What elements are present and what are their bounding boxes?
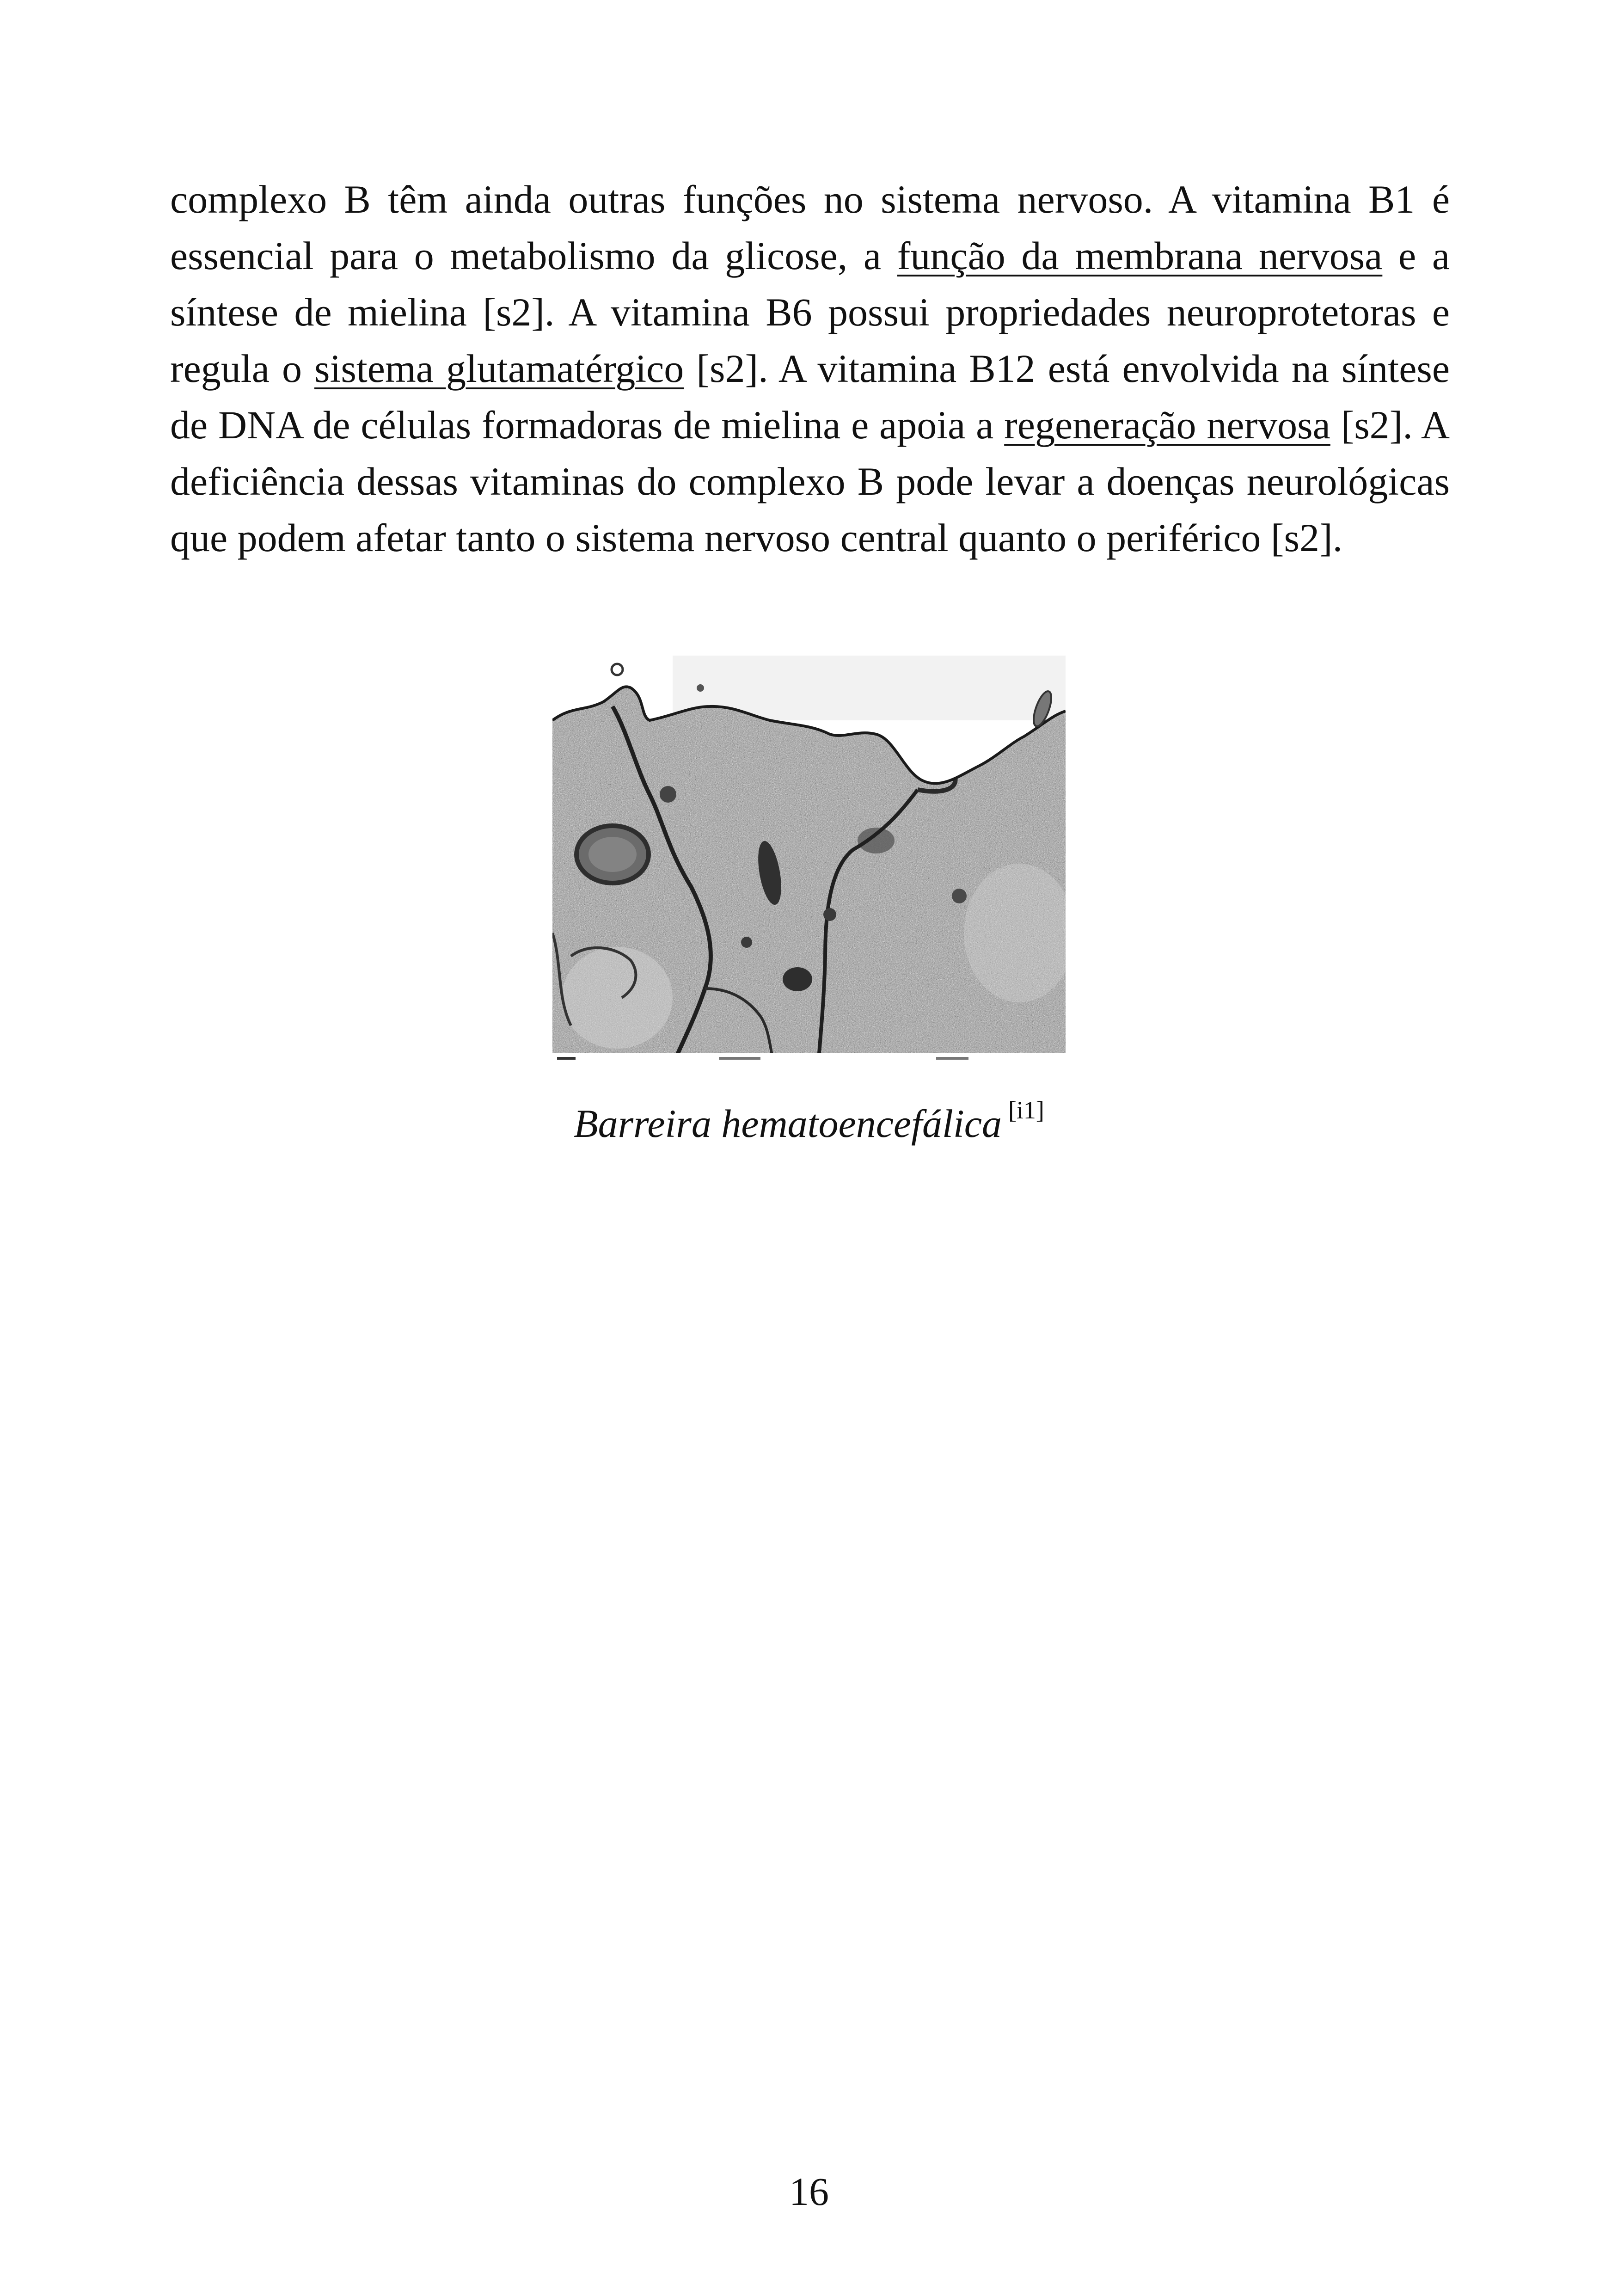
- paragraph-text-2: e a síntese de mielina [s2]. A vitamina B6 possui propriedades neuroprotetoras e regula o: [170, 233, 1450, 391]
- micrograph-figure: [552, 656, 1066, 1065]
- paragraph-text-4: [s2]. A deficiência dessas vitaminas do complexo B pode levar a doenças neurológicas que podem afetar tanto o sistema nervoso central quanto o periférico [s2].: [170, 403, 1450, 560]
- paragraph-text-1: complexo B têm ainda outras funções no sistema nervoso. A vitamina B1 é essencial para o metabolismo da glicose, a: [170, 177, 1450, 278]
- link-membrane-function[interactable]: função da membrana nervosa: [897, 233, 1383, 278]
- link-glutamatergic-system[interactable]: sistema glutamatérgico: [314, 346, 684, 391]
- electron-micrograph-image: [552, 656, 1066, 1065]
- page-number: 16: [789, 2169, 829, 2214]
- body-paragraph: [170, 171, 1450, 566]
- figure-caption-text: Barreira hematoencefálica: [574, 1101, 1002, 1146]
- paragraph-text-3: [s2]. A vitamina B12 está envolvida na síntese de DNA de células formadoras de mielina e apoia a: [170, 346, 1450, 447]
- link-nerve-regeneration[interactable]: regeneração nervosa: [1004, 403, 1330, 447]
- figure-caption: [0, 1096, 1618, 1147]
- figure-caption-reference[interactable]: [i1]: [1008, 1096, 1044, 1124]
